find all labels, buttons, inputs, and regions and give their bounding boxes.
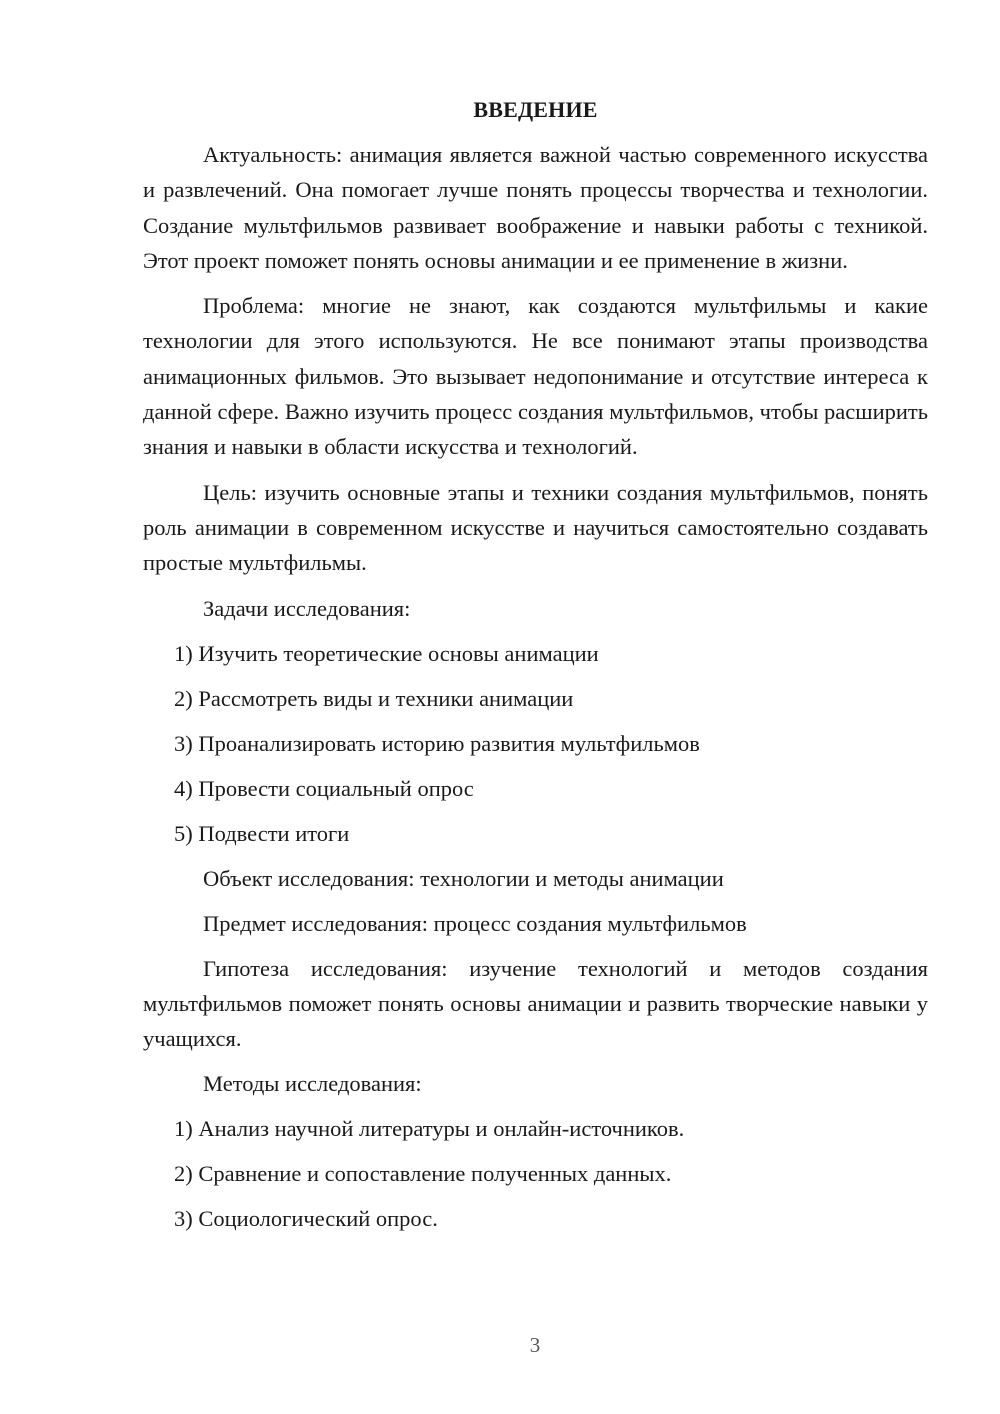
research-object: Объект исследования: технологии и методы анимации xyxy=(203,865,724,891)
method-item: 1) Анализ научной литературы и онлайн-источников. xyxy=(174,1116,685,1142)
tasks-heading: Задачи исследования: xyxy=(203,595,411,621)
method-item: 2) Сравнение и сопоставление полученных данных. xyxy=(174,1161,672,1187)
problem-paragraph: Проблема: многие не знают, как создаются мультфильмы и какие технологии для этого используются. Не все понимают этапы производства анимационных фильмов. Это вызывает недопонимание и отсутствие интереса к данной сфере. Важно изучить процесс создания мультфильмов, чтобы расширить знания и навыки в области искусства и технологий. xyxy=(143,293,928,460)
research-subject: Предмет исследования: процесс создания мультфильмов xyxy=(203,910,747,936)
task-item: 1) Изучить теоретические основы анимации xyxy=(174,640,599,666)
relevance-paragraph: Актуальность: анимация является важной частью современного искусства и развлечений. Она помогает лучше понять процессы творчества и технологии. Создание мультфильмов развивает воображение и навыки работы с техникой. Этот проект поможет понять основы анимации и ее применение в жизни. xyxy=(143,142,928,273)
methods-heading: Методы исследования: xyxy=(203,1071,422,1097)
goal-paragraph: Цель: изучить основные этапы и техники создания мультфильмов, понять роль анимации в современном искусстве и научиться самостоятельно создавать простые мультфильмы. xyxy=(143,479,928,576)
method-item: 3) Социологический опрос. xyxy=(174,1206,438,1232)
hypothesis-paragraph: Гипотеза исследования: изучение технологий и методов создания мультфильмов поможет понять основы анимации и развить творческие навыки у учащихся. xyxy=(143,955,928,1052)
page-content xyxy=(143,92,928,1246)
page-title: ВВЕДЕНИЕ xyxy=(473,97,598,122)
page-number: 3 xyxy=(529,1333,541,1357)
task-item: 3) Проанализировать историю развития мультфильмов xyxy=(174,730,700,756)
task-item: 5) Подвести итоги xyxy=(174,820,350,846)
task-item: 4) Провести социальный опрос xyxy=(174,775,474,801)
task-item: 2) Рассмотреть виды и техники анимации xyxy=(174,685,574,711)
